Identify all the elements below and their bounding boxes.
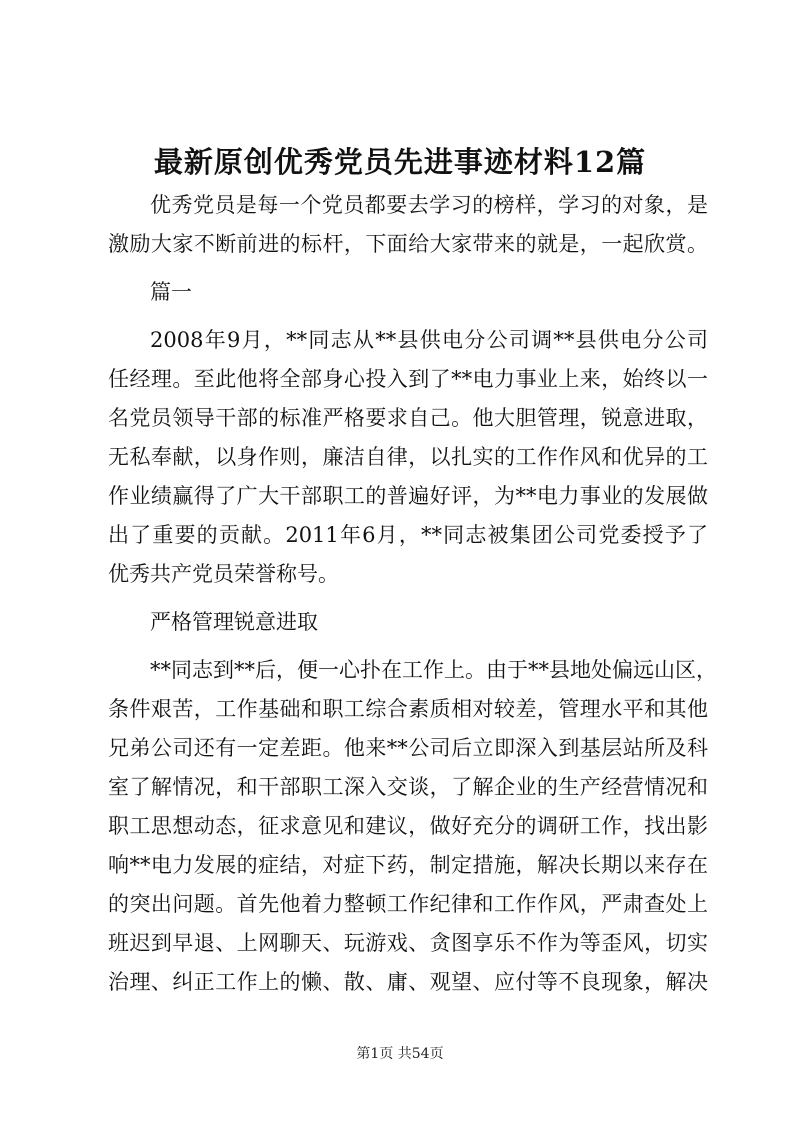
page-number-footer: 第1页 共54页: [356, 1046, 444, 1062]
paragraph-line: 2008年9月，**同志从**县供电分公司调**县供电分公司: [150, 328, 708, 352]
section-heading: 严格管理锐意进取: [150, 610, 318, 634]
paragraph-line: 职工思想动态，征求意见和建议，做好充分的调研工作，找出影: [108, 814, 708, 838]
paragraph-gap: [108, 264, 708, 273]
document-body: [108, 186, 717, 1002]
paragraph-line: 条件艰苦，工作基础和职工综合素质相对较差，管理水平和其他: [108, 697, 708, 721]
paragraph-line: 治理、纠正工作上的懒、散、庸、观望、应付等不良现象，解决: [108, 970, 708, 994]
paragraph-line: 响**电力发展的症结，对症下药，制定措施，解决长期以来存在: [108, 853, 708, 877]
paragraph-line: 兄弟公司还有一定差距。他来**公司后立即深入到基层站所及科: [108, 736, 708, 760]
paragraph-line: 班迟到早退、上网聊天、玩游戏、贪图享乐不作为等歪风，切实: [108, 931, 708, 955]
paragraph-line: 名党员领导干部的标准严格要求自己。他大胆管理，锐意进取，: [108, 406, 708, 430]
paragraph-line: 激励大家不断前进的标杆，下面给大家带来的就是，一起欣赏。: [108, 232, 708, 256]
paragraph-line: 的突出问题。首先他着力整顿工作纪律和工作作风，严肃查处上: [108, 892, 708, 916]
paragraph-line: 任经理。至此他将全部身心投入到了**电力事业上来，始终以一: [108, 367, 708, 391]
paragraph-line: 出了重要的贡献。2011年6月，**同志被集团公司党委授予了: [108, 523, 708, 547]
paragraph-line: 作业绩赢得了广大干部职工的普遍好评，为**电力事业的发展做: [108, 484, 708, 508]
paragraph-line: 室了解情况，和干部职工深入交谈，了解企业的生产经营情况和: [108, 775, 708, 799]
paragraph-gap: [108, 642, 708, 651]
paragraph-line: 优秀共产党员荣誉称号。: [108, 562, 339, 586]
paragraph-line: 优秀党员是每一个党员都要去学习的榜样，学习的对象，是: [150, 193, 708, 217]
paragraph-gap: [108, 594, 708, 603]
document-title: 最新原创优秀党员先进事迹材料12篇: [153, 145, 647, 179]
section-heading: 篇一: [150, 280, 192, 304]
paragraph-line: 无私奉献，以身作则，廉洁自律，以扎实的工作作风和优异的工: [108, 445, 708, 469]
paragraph-gap: [108, 312, 708, 321]
paragraph-line: **同志到**后，便一心扑在工作上。由于**县地处偏远山区，: [150, 658, 717, 682]
